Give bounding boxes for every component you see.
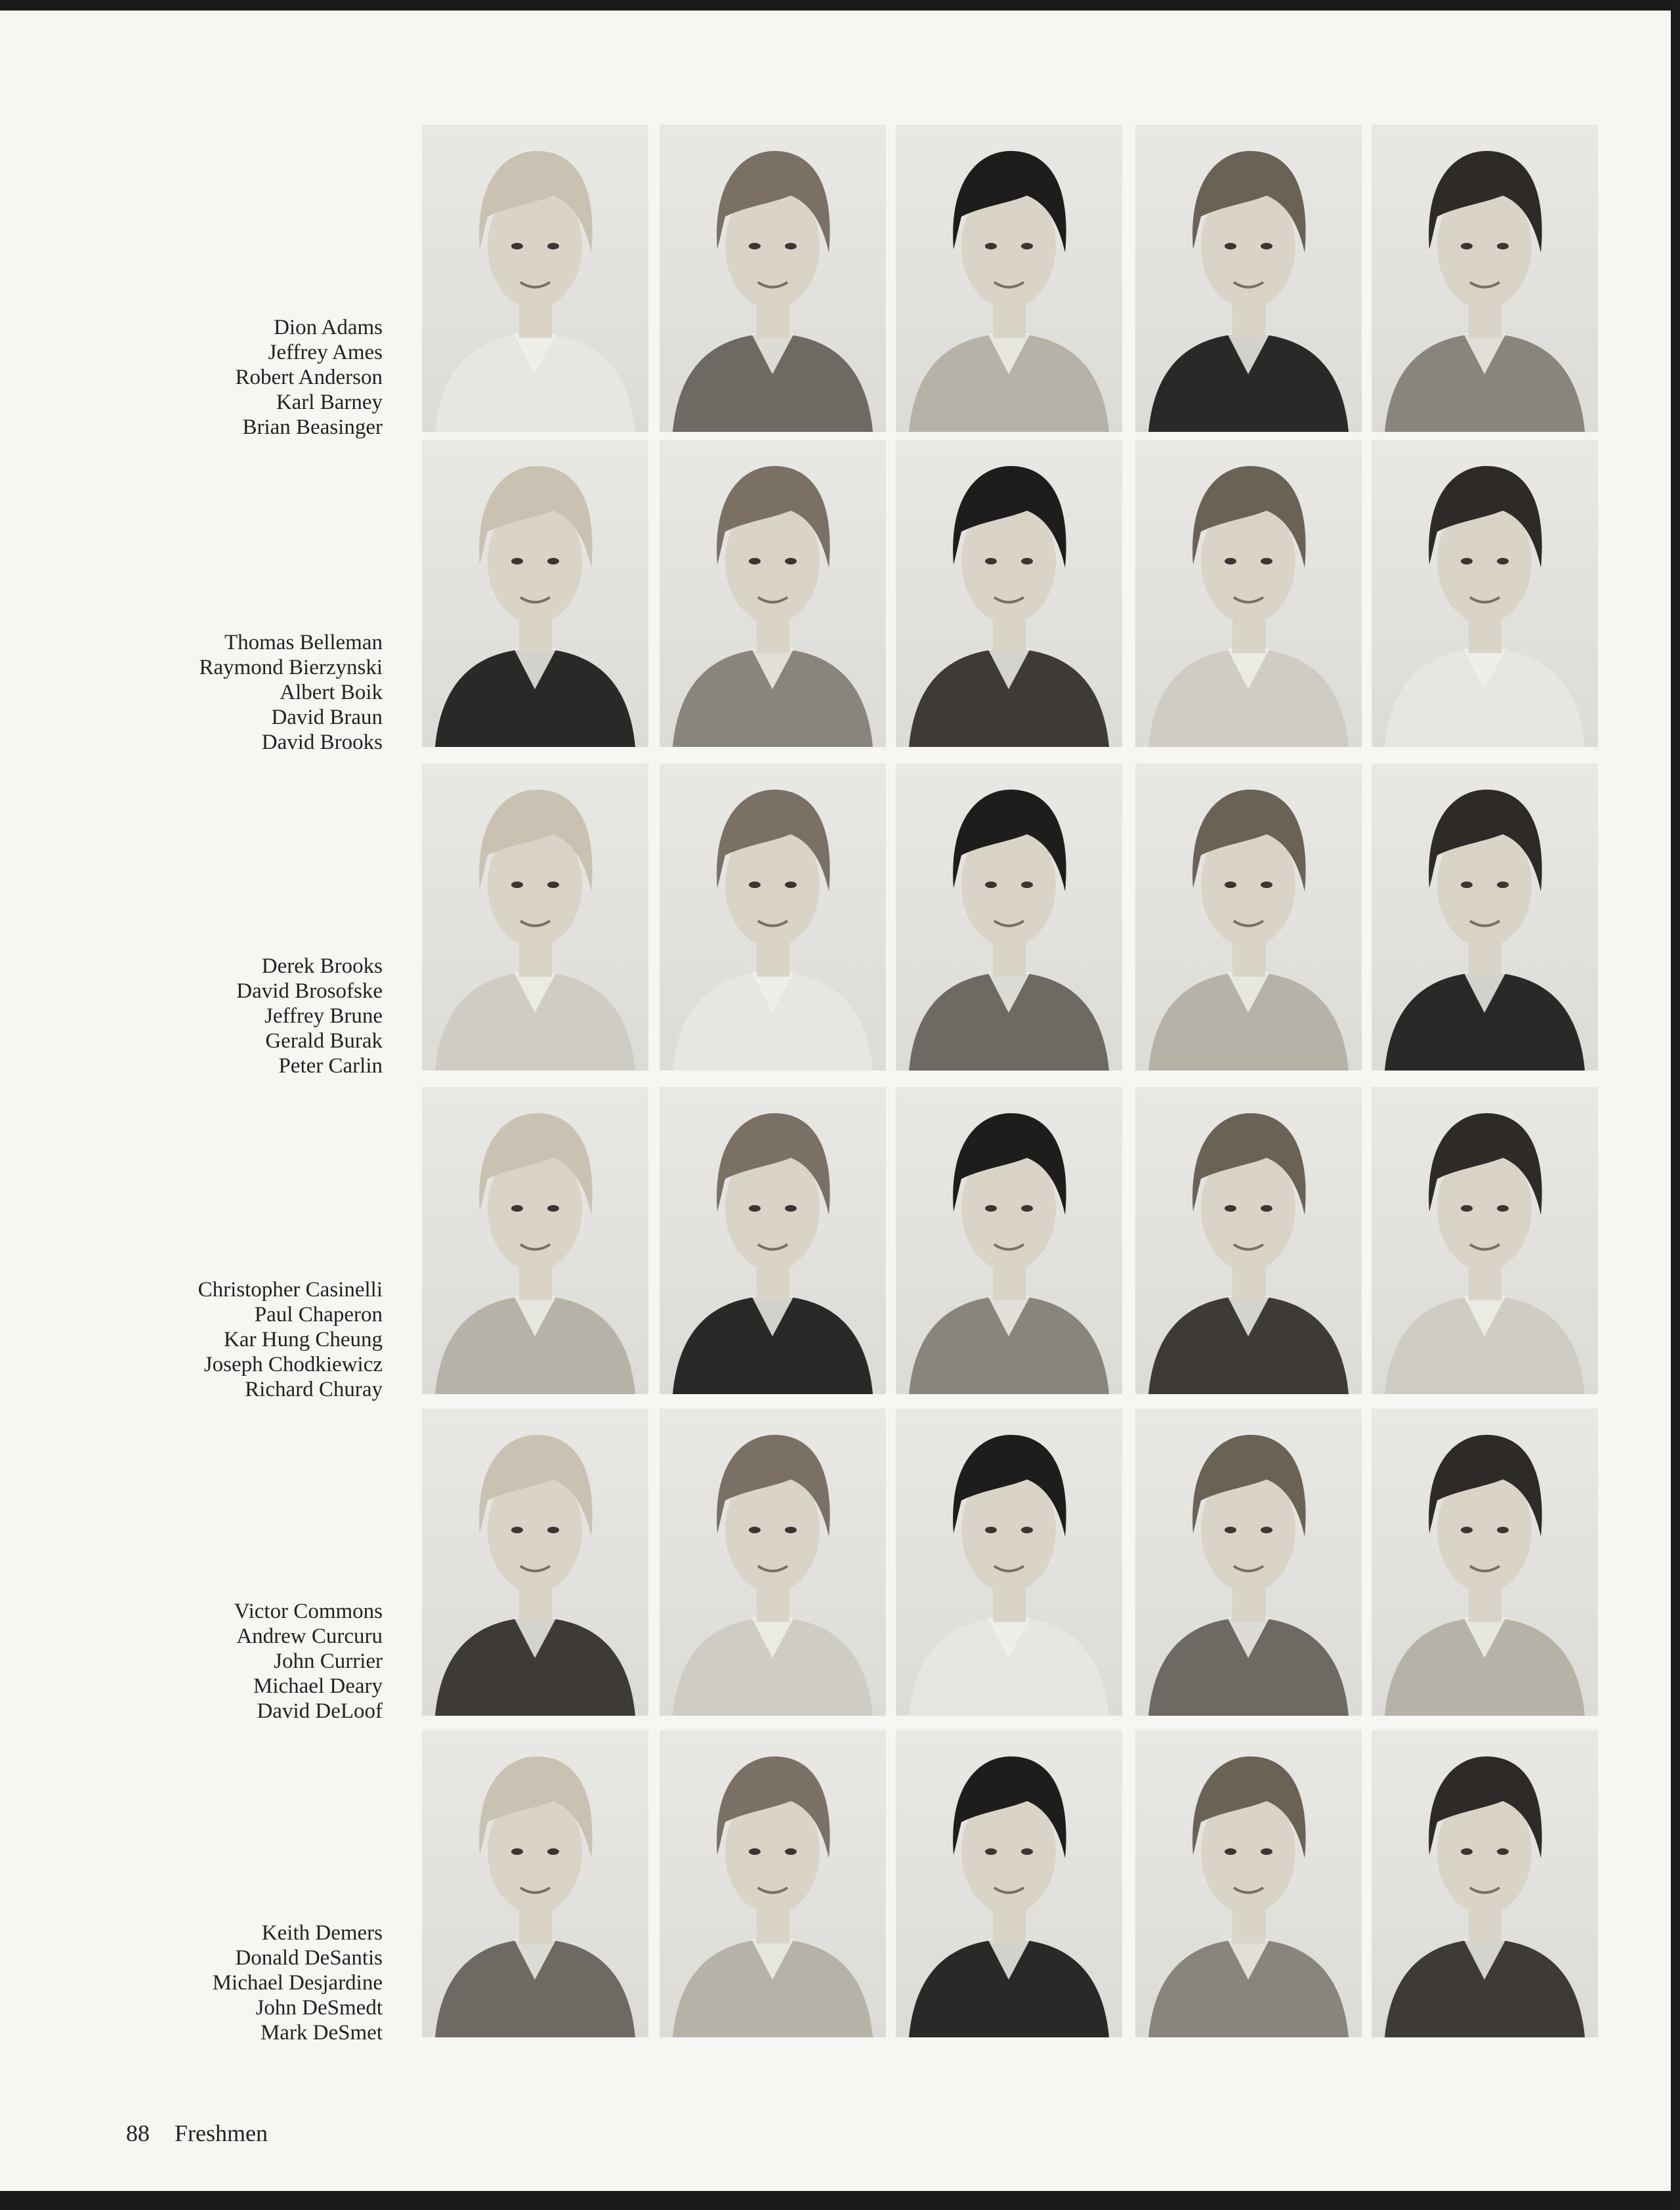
student-name: Michael Desjardine (212, 1971, 383, 1995)
portrait-row (0, 1087, 1671, 1402)
student-name: Gerald Burak (265, 1029, 383, 1053)
student-portrait (660, 763, 886, 1071)
student-name: Keith Demers (261, 1921, 383, 1945)
student-portrait (1135, 1087, 1362, 1394)
student-portrait (896, 440, 1122, 747)
portrait-row (0, 440, 1671, 755)
student-portrait (1372, 1730, 1598, 2037)
student-portrait (1135, 763, 1362, 1071)
portrait-row (0, 1409, 1671, 1724)
name-list (235, 315, 383, 440)
student-portrait (896, 125, 1122, 432)
student-name: John Currier (274, 1649, 383, 1673)
student-portrait (1372, 125, 1598, 432)
name-list (234, 1599, 383, 1724)
student-portrait (1135, 1730, 1362, 2037)
student-portrait (1372, 1409, 1598, 1716)
student-portrait (896, 763, 1122, 1071)
student-portrait (1135, 1409, 1362, 1716)
portrait-row (0, 125, 1671, 440)
student-name: Albert Boik (280, 681, 383, 704)
student-portrait (660, 1730, 886, 2037)
student-portrait (660, 440, 886, 747)
student-portrait (422, 1087, 648, 1394)
student-name: Robert Anderson (235, 366, 383, 389)
student-name: Joseph Chodkiewicz (203, 1353, 383, 1376)
student-name: Andrew Curcuru (236, 1625, 383, 1648)
student-portrait (896, 1409, 1122, 1716)
student-name: Victor Commons (234, 1600, 383, 1623)
student-portrait (422, 1730, 648, 2037)
student-portrait (1135, 125, 1362, 432)
student-portrait (1135, 440, 1362, 747)
section-title: Freshmen (175, 2120, 268, 2146)
student-portrait (422, 1409, 648, 1716)
student-name: Brian Beasinger (242, 415, 383, 439)
portrait-row (0, 763, 1671, 1078)
student-name: Jeffrey Ames (268, 341, 383, 364)
student-portrait (1372, 763, 1598, 1071)
name-list (198, 1277, 383, 1402)
student-name: John DeSmedt (255, 1996, 383, 2020)
student-name: David DeLoof (257, 1699, 383, 1723)
student-name: Thomas Belleman (224, 631, 383, 654)
student-portrait (1372, 1087, 1598, 1394)
student-portrait (896, 1730, 1122, 2037)
student-portrait (422, 440, 648, 747)
name-list (213, 1921, 383, 2045)
yearbook-page (0, 11, 1671, 2191)
portrait-row (0, 1730, 1671, 2045)
student-name: Michael Deary (253, 1674, 383, 1698)
student-name: Paul Chaperon (254, 1303, 383, 1327)
student-name: Kar Hung Cheung (224, 1328, 383, 1351)
page-footer (126, 2119, 293, 2147)
student-name: Donald DeSantis (235, 1946, 383, 1970)
student-name: David Brooks (261, 731, 383, 754)
student-portrait (896, 1087, 1122, 1394)
student-name: Dion Adams (274, 316, 383, 339)
student-name: Derek Brooks (261, 954, 383, 978)
student-name: Christopher Casinelli (198, 1278, 383, 1302)
student-name: David Braun (271, 706, 383, 729)
student-name: Peter Carlin (278, 1054, 383, 1078)
name-list (236, 954, 383, 1078)
page-number: 88 (126, 2120, 150, 2146)
scan-edge (1671, 0, 1680, 2210)
student-portrait (660, 1087, 886, 1394)
student-name: Richard Churay (245, 1378, 383, 1401)
student-portrait (660, 1409, 886, 1716)
student-name: Karl Barney (276, 391, 383, 414)
student-name: Mark DeSmet (260, 2021, 383, 2045)
student-name: David Brosofske (236, 979, 383, 1003)
student-portrait (422, 125, 648, 432)
student-portrait (660, 125, 886, 432)
student-name: Raymond Bierzynski (199, 656, 383, 679)
student-portrait (1372, 440, 1598, 747)
name-list (199, 630, 383, 755)
student-portrait (422, 763, 648, 1071)
student-name: Jeffrey Brune (264, 1004, 383, 1028)
